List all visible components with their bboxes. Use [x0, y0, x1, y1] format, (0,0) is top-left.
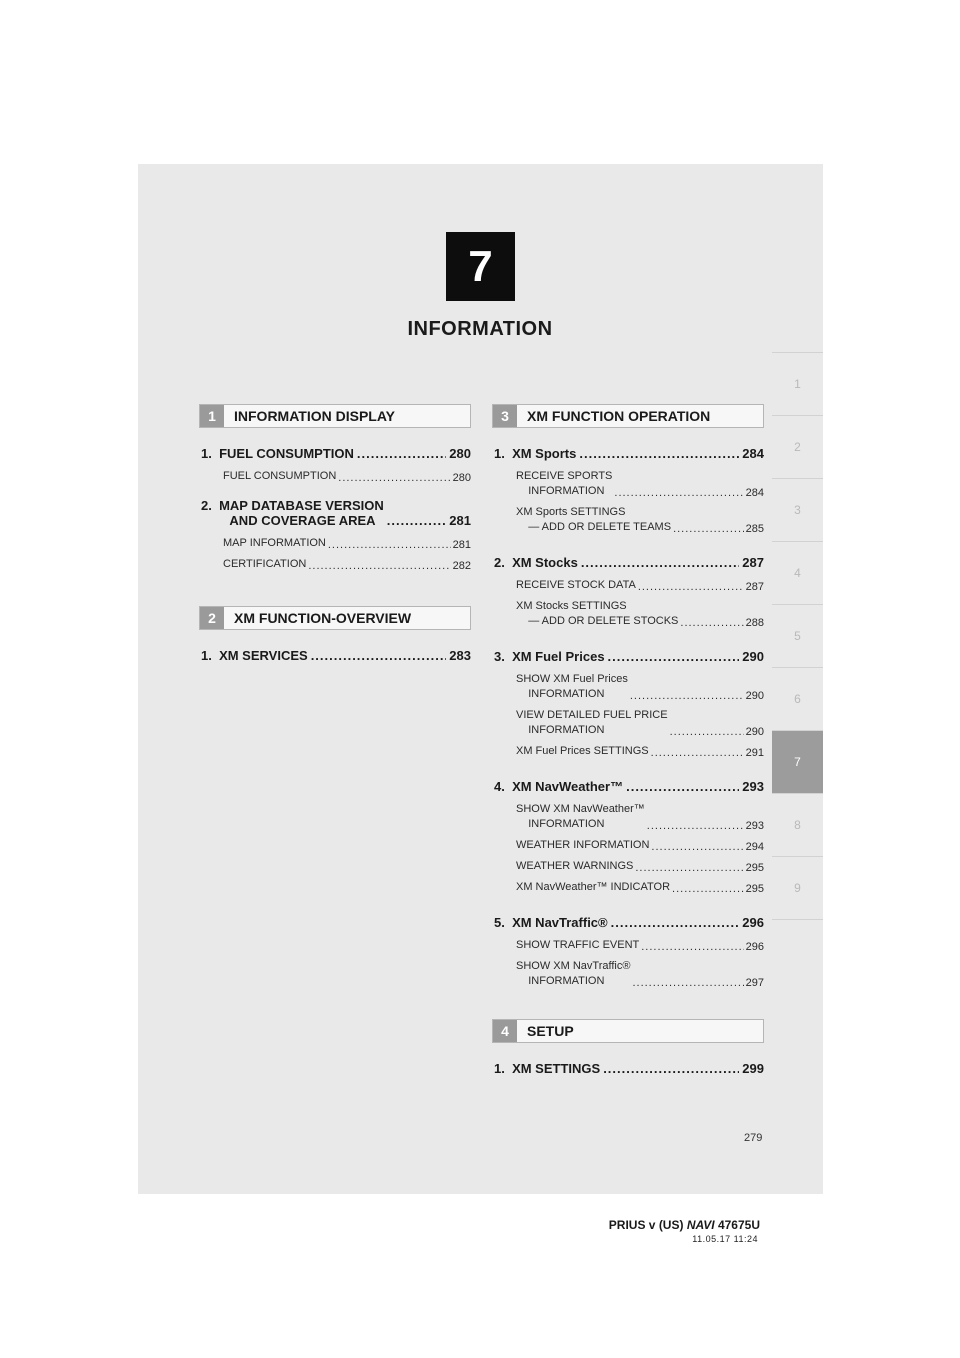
tab-6[interactable]: 6 — [772, 667, 823, 730]
section-header-1 — [199, 404, 471, 428]
entry-page: 280 — [449, 446, 471, 461]
entry-page: 284 — [742, 446, 764, 461]
section-title: XM FUNCTION OPERATION — [527, 408, 711, 424]
toc-subentry[interactable] — [516, 938, 764, 953]
subentry-title: SHOW XM NavTraffic® INFORMATION — [516, 960, 631, 987]
entry-page: 287 — [742, 555, 764, 570]
subentry-page: 295 — [745, 862, 764, 874]
subentry-page: 294 — [745, 841, 764, 853]
entry-title: 3. XM Fuel Prices — [494, 649, 605, 664]
toc-subentry[interactable] — [516, 802, 764, 832]
entry-page: 290 — [742, 649, 764, 664]
entry-title: 1. XM SERVICES — [201, 648, 308, 663]
section-header-4 — [492, 1019, 764, 1043]
toc-entry[interactable] — [494, 555, 764, 570]
entry-title: 4. XM NavWeather™ — [494, 779, 624, 794]
section-header-2 — [199, 606, 471, 630]
subentry-title: SHOW TRAFFIC EVENT — [516, 939, 640, 951]
section-number: 2 — [200, 607, 224, 629]
subentry-page: 295 — [745, 883, 764, 895]
subentry-page: 297 — [745, 977, 764, 989]
section-number: 3 — [493, 405, 517, 427]
entry-title: 1. XM Sports — [494, 446, 577, 461]
subentry-title: XM NavWeather™ INDICATOR — [516, 881, 671, 893]
toc-subentry[interactable] — [516, 859, 764, 874]
toc-entry[interactable] — [494, 649, 764, 664]
subentry-page: 282 — [452, 560, 471, 572]
subentry-page: 285 — [745, 523, 764, 535]
tab-4[interactable]: 4 — [772, 541, 823, 604]
toc-subentry[interactable] — [223, 536, 471, 551]
subentry-title: MAP INFORMATION — [223, 537, 326, 549]
toc-entry[interactable] — [494, 446, 764, 461]
entry-title: 1. XM SETTINGS — [494, 1061, 601, 1076]
subentry-title: CERTIFICATION — [223, 558, 307, 570]
section-header-3 — [492, 404, 764, 428]
tab-8[interactable]: 8 — [772, 793, 823, 856]
subentry-page: 290 — [745, 726, 764, 738]
entry-page: 281 — [449, 513, 471, 528]
toc-subentry[interactable] — [516, 708, 764, 738]
toc-entry[interactable] — [201, 446, 471, 461]
footer-navi: NAVI — [686, 1218, 715, 1232]
toc-subentry[interactable] — [516, 959, 764, 989]
subentry-title: VIEW DETAILED FUEL PRICE INFORMATION — [516, 709, 668, 736]
subentry-title: RECEIVE STOCK DATA — [516, 579, 636, 591]
chapter-tabs — [772, 352, 823, 963]
subentry-page: 296 — [745, 941, 764, 953]
subentry-title: XM Fuel Prices SETTINGS — [516, 745, 649, 757]
tab-2[interactable]: 2 — [772, 415, 823, 478]
subentry-page: 288 — [745, 617, 764, 629]
tab-5[interactable]: 5 — [772, 604, 823, 667]
entry-title: 1. FUEL CONSUMPTION — [201, 446, 354, 461]
toc-subentry[interactable] — [516, 578, 764, 593]
tab-9[interactable]: 9 — [772, 856, 823, 919]
toc-subentry[interactable] — [516, 505, 764, 535]
chapter-title: INFORMATION — [407, 318, 553, 340]
footer-code: 47675U — [717, 1218, 760, 1232]
entry-title: 5. XM NavTraffic® — [494, 915, 608, 930]
subentry-title: WEATHER INFORMATION — [516, 839, 650, 851]
toc-entry[interactable] — [201, 648, 471, 663]
subentry-page: 281 — [452, 539, 471, 551]
footer-model-name: PRIUS v (US) — [608, 1218, 684, 1232]
tab-3[interactable]: 3 — [772, 478, 823, 541]
tab-1[interactable]: 1 — [772, 352, 823, 415]
page-number: 279 — [744, 1132, 763, 1144]
entry-page: 283 — [449, 648, 471, 663]
tab-7[interactable]: 7 — [772, 730, 823, 793]
toc-right-column — [492, 404, 768, 1084]
toc-subentry[interactable] — [223, 469, 471, 484]
toc-subentry[interactable] — [516, 469, 764, 499]
subentry-page: 290 — [745, 690, 764, 702]
toc-subentry[interactable] — [516, 838, 764, 853]
toc-subentry[interactable] — [516, 599, 764, 629]
section-title: INFORMATION DISPLAY — [234, 408, 396, 424]
subentry-page: 293 — [745, 820, 764, 832]
entry-page: 293 — [742, 779, 764, 794]
subentry-title: WEATHER WARNINGS — [516, 860, 634, 872]
toc-entry[interactable] — [494, 1061, 764, 1076]
footer-timestamp: 11.05.17 11:24 — [692, 1234, 758, 1244]
footer-model — [600, 1218, 760, 1232]
subentry-title: FUEL CONSUMPTION — [223, 470, 337, 482]
toc-entry[interactable] — [201, 498, 471, 528]
subentry-page: 280 — [452, 472, 471, 484]
subentry-page: 287 — [745, 581, 764, 593]
tab-blank — [772, 919, 823, 963]
subentry-page: 291 — [745, 747, 764, 759]
subentry-title: SHOW XM NavWeather™ INFORMATION — [516, 803, 645, 830]
chapter-number-box: 7 — [446, 232, 515, 301]
section-number: 1 — [200, 405, 224, 427]
subentry-title: XM Stocks SETTINGS — ADD OR DELETE STOCKS — [516, 600, 679, 627]
subentry-title: SHOW XM Fuel Prices INFORMATION — [516, 673, 628, 700]
section-title: XM FUNCTION-OVERVIEW — [234, 610, 412, 626]
toc-entry[interactable] — [494, 779, 764, 794]
subentry-title: XM Sports SETTINGS — ADD OR DELETE TEAMS — [516, 506, 672, 533]
toc-left-column — [199, 404, 475, 671]
subentry-title: RECEIVE SPORTS INFORMATION — [516, 470, 613, 497]
entry-title: 2. XM Stocks — [494, 555, 578, 570]
toc-entry[interactable] — [494, 915, 764, 930]
subentry-page: 284 — [745, 487, 764, 499]
toc-subentry[interactable] — [516, 672, 764, 702]
entry-page: 299 — [742, 1061, 764, 1076]
toc-subentry[interactable] — [516, 880, 764, 895]
entry-title: 2. MAP DATABASE VERSION AND COVERAGE AREA — [201, 498, 384, 528]
section-title: SETUP — [527, 1023, 574, 1039]
toc-subentry[interactable] — [516, 744, 764, 759]
entry-page: 296 — [742, 915, 764, 930]
toc-subentry[interactable] — [223, 557, 471, 572]
section-number: 4 — [493, 1020, 517, 1042]
